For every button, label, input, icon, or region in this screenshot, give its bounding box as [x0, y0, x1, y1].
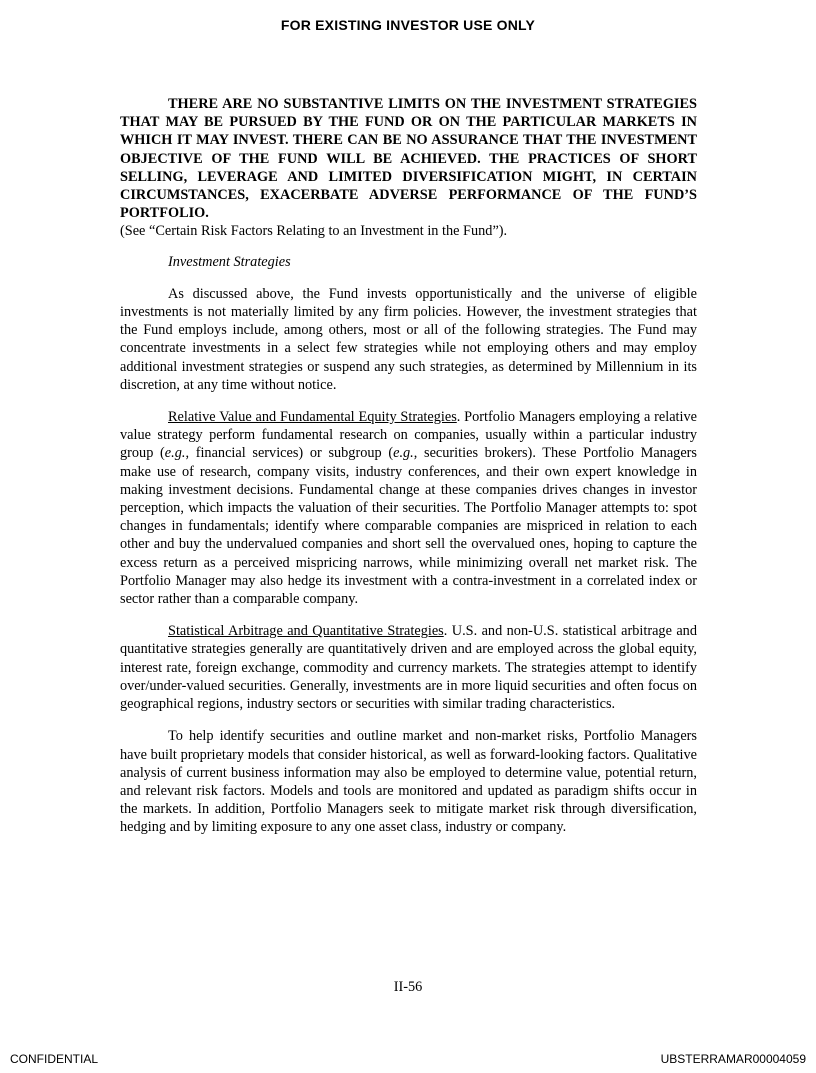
bates-number: UBSTERRAMAR00004059 [660, 1052, 806, 1066]
models-paragraph: To help identify securities and outline market and non-market risks, Portfolio Managers have built proprietary models that consider historical, as well as forward-looking factors. Qualitative analysis of current business information may also be employed to determine value, potential return, and relevant risk factors. Models and tools are monitored and updated as paradigm shifts occur in the markets. In addition, Portfolio Managers seek to mitigate market risk through diversification, hedging and by limiting exposure to any one asset class, industry or company. [120, 728, 697, 836]
page-header: FOR EXISTING INVESTOR USE ONLY [280, 17, 536, 33]
risk-factors-reference: (See “Certain Risk Factors Relating to an Investment in the Fund”). [120, 223, 508, 240]
relative-value-title: Relative Value and Fundamental Equity Strategies [168, 409, 457, 426]
relative-value-paragraph: Relative Value and Fundamental Equity Strategies. Portfolio Managers employing a relative value strategy perform fundamental research on companies, usually within a particular industry group (e.g., financial services) or subgroup (e.g., securities brokers). These Portfolio Managers make use of research, company visits, industry conferences, and their own expert knowledge in making investment decisions. Fundamental change at these companies drives changes in investor perception, which impacts the valuation of their securities. The Portfolio Manager attempts to: spot changes in fundamentals; identify where comparable companies are mispriced in relation to each other and buy the undervalued companies and short sell the overvalued ones, hoping to capture the excess return as a perceived mispricing narrows, while minimizing overall net market risk. The Portfolio Manager may also hedge its investment with a contra-investment in a correlated index or sector rather than a comparable company. [120, 409, 697, 608]
document-body [120, 95, 697, 851]
section-heading: Investment Strategies [168, 253, 291, 270]
stat-arb-paragraph: Statistical Arbitrage and Quantitative Strategies. U.S. and non-U.S. statistical arbitrage and quantitative strategies generally are quantitatively driven and are employed across the global equity, interest rate, foreign exchange, commodity and currency markets. The strategies attempt to identify over/under-valued securities. Generally, investments are in more liquid securities and often focus on geographical regions, industry sectors or securities with similar trading characteristics. [120, 623, 697, 713]
intro-paragraph: As discussed above, the Fund invests opportunistically and the universe of eligible investments is not materially limited by any firm policies. However, the investment strategies that the Fund employs include, among others, most or all of the following strategies. The Fund may concentrate investments in a select few strategies while not employing others and may employ additional investment strategies or suspend any such strategies, as determined by Millennium in its discretion, at any time without notice. [120, 285, 697, 393]
page-number: II-56 [393, 979, 423, 995]
stat-arb-title: Statistical Arbitrage and Quantitative Strategies [168, 623, 444, 640]
risk-warning: THERE ARE NO SUBSTANTIVE LIMITS ON THE INVESTMENT STRATEGIES THAT MAY BE PURSUED BY THE FUND OR ON THE PARTICULAR MARKETS IN WHICH IT MAY INVEST. THERE CAN BE NO ASSURANCE THAT THE INVESTMENT OBJECTIVE OF THE FUND WILL BE ACHIEVED. THE PRACTICES OF SHORT SELLING, LEVERAGE AND LIMITED DIVERSIFICATION MIGHT, IN CERTAIN CIRCUMSTANCES, EXACERBATE ADVERSE PERFORMANCE OF THE FUND’S PORTFOLIO. [120, 96, 697, 222]
confidential-label: CONFIDENTIAL [10, 1052, 99, 1066]
